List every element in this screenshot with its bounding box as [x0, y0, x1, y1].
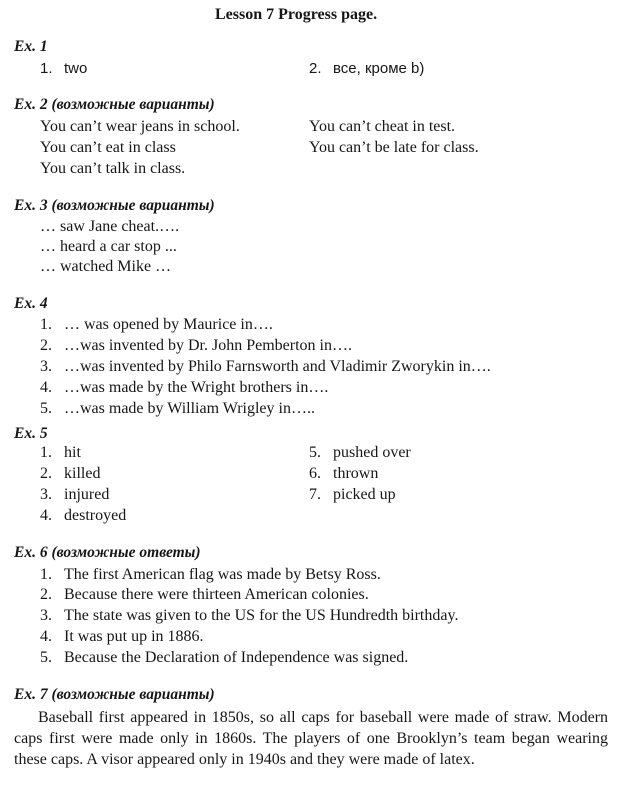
- ex4-item-2-num: 2.: [40, 337, 52, 354]
- ex6-item-5: [40, 649, 408, 667]
- ex2-right-1: You can’t cheat in test.: [309, 118, 456, 135]
- ex5-item-1-text: hit: [64, 444, 81, 461]
- ex4-item-5: [40, 400, 315, 418]
- ex6-heading: Ex. 6 (возможные ответы): [14, 544, 201, 561]
- ex5-item-7-num: 7.: [309, 486, 321, 503]
- ex5-item-5-text: pushed over: [333, 444, 411, 461]
- ex6-item-5-num: 5.: [40, 649, 52, 666]
- ex1-item-2-num: 2.: [309, 60, 322, 77]
- ex6-item-1-num: 1.: [40, 566, 52, 583]
- ex4-heading: Ex. 4: [14, 295, 48, 312]
- ex2-left-3: You can’t talk in class.: [40, 160, 186, 177]
- ex5-item-5: [309, 444, 411, 462]
- ex5-item-3: [40, 486, 109, 504]
- ex7-heading: Ex. 7 (возможные варианты): [14, 686, 215, 703]
- page-title: Lesson 7 Progress page.: [215, 6, 378, 23]
- ex4-item-1: [40, 316, 273, 334]
- ex5-item-4: [40, 507, 126, 525]
- ex3-item-2: … heard a car stop ...: [40, 238, 177, 255]
- ex5-item-2-text: killed: [64, 465, 101, 482]
- ex5-item-1: [40, 444, 81, 462]
- ex2-right-2: You can’t be late for class.: [309, 139, 479, 156]
- ex6-item-4-num: 4.: [40, 628, 52, 645]
- ex6-item-2-num: 2.: [40, 586, 52, 603]
- ex1-item-1-num: 1.: [40, 60, 53, 77]
- ex4-item-1-text: … was opened by Maurice in….: [64, 316, 273, 333]
- ex6-item-3: [40, 607, 458, 625]
- ex2-heading: Ex. 2 (возможные варианты): [14, 96, 215, 113]
- ex4-item-2: [40, 337, 352, 355]
- ex4-item-3-text: …was invented by Philo Farnsworth and Vladimir Zworykin in….: [64, 358, 491, 375]
- ex4-item-5-num: 5.: [40, 400, 52, 417]
- ex5-heading: Ex. 5: [14, 425, 48, 442]
- ex6-item-2: [40, 586, 369, 604]
- ex6-item-4-text: It was put up in 1886.: [64, 628, 204, 645]
- ex5-item-4-num: 4.: [40, 507, 52, 524]
- ex4-item-2-text: …was invented by Dr. John Pemberton in….: [64, 337, 352, 354]
- ex6-item-3-text: The state was given to the US for the US Hundredth birthday.: [64, 607, 459, 624]
- ex1-item-1: [40, 60, 87, 77]
- ex4-item-1-num: 1.: [40, 316, 52, 333]
- ex4-item-3: [40, 358, 491, 376]
- ex4-item-4-text: …was made by the Wright brothers in….: [64, 379, 329, 396]
- ex6-item-3-num: 3.: [40, 607, 52, 624]
- ex1-item-2: [309, 60, 424, 77]
- ex5-item-7-text: picked up: [333, 486, 396, 503]
- ex6-item-1: [40, 566, 381, 584]
- ex5-item-2-num: 2.: [40, 465, 52, 482]
- ex5-item-4-text: destroyed: [64, 507, 127, 524]
- ex5-item-6: [309, 465, 378, 483]
- ex7-paragraph: Baseball first appeared in 1850s, so all caps for baseball were made of straw. Modern caps first were made only in 1860s. The players of one Brooklyn’s team began wearing these caps. A visor appeared only in 1940s and they were made of latex.: [14, 709, 608, 768]
- ex4-item-4-num: 4.: [40, 379, 52, 396]
- ex4-item-4: [40, 379, 328, 397]
- ex5-item-3-num: 3.: [40, 486, 52, 503]
- ex2-left-1: You can’t wear jeans in school.: [40, 118, 240, 135]
- ex6-item-5-text: Because the Declaration of Independence was signed.: [64, 649, 409, 666]
- ex1-item-1-text: two: [64, 60, 88, 77]
- ex5-item-1-num: 1.: [40, 444, 52, 461]
- ex3-item-1: … saw Jane cheat.….: [40, 218, 180, 235]
- ex5-item-2: [40, 465, 100, 483]
- ex2-left-2: You can’t eat in class: [40, 139, 176, 156]
- ex3-item-3: … watched Mike …: [40, 258, 172, 275]
- ex1-item-2-text: все, кроме b): [333, 60, 425, 77]
- ex1-heading: Ex. 1: [14, 38, 48, 55]
- ex6-item-1-text: The first American flag was made by Betsy Ross.: [64, 566, 381, 583]
- ex5-item-5-num: 5.: [309, 444, 321, 461]
- ex6-item-4: [40, 628, 204, 646]
- ex4-item-3-num: 3.: [40, 358, 52, 375]
- ex3-heading: Ex. 3 (возможные варианты): [14, 197, 215, 214]
- ex5-item-6-num: 6.: [309, 465, 321, 482]
- ex6-item-2-text: Because there were thirteen American colonies.: [64, 586, 369, 603]
- ex5-item-6-text: thrown: [333, 465, 379, 482]
- ex5-item-3-text: injured: [64, 486, 110, 503]
- ex5-item-7: [309, 486, 396, 504]
- ex4-item-5-text: …was made by William Wrigley in…..: [64, 400, 315, 417]
